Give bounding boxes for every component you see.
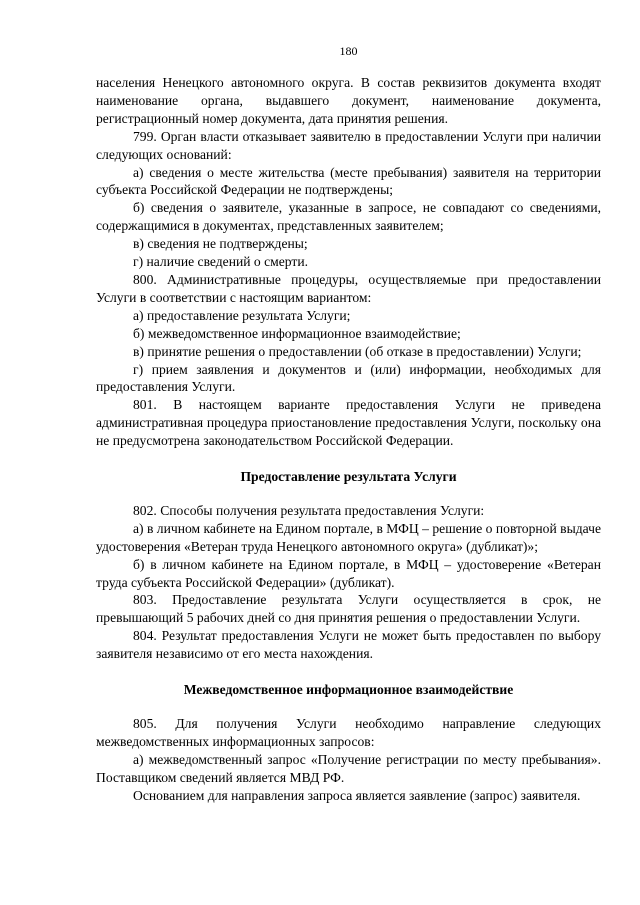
paragraph-799-a: а) сведения о месте жительства (месте пребывания) заявителя на территории субъекта Российской Федерации не подтверждены;: [96, 164, 601, 198]
paragraph-802-b: б) в личном кабинете на Едином портале, в МФЦ – удостоверение «Ветеран труда субъекта Российской Федерации» (дубликат).: [96, 556, 601, 590]
paragraph-799-g: г) наличие сведений о смерти.: [133, 254, 309, 270]
paragraph-800-g: г) прием заявления и документов и (или) информации, необходимых для предоставления Услуги.: [96, 361, 601, 395]
paragraph-799-v: в) сведения не подтверждены;: [133, 236, 308, 252]
paragraph-800-b: б) межведомственное информационное взаимодействие;: [133, 325, 461, 341]
section-heading-interaction: Межведомственное информационное взаимодействие: [183, 682, 514, 698]
document-page: [96, 44, 601, 805]
paragraph-803: 803. Предоставление результата Услуги осуществляется в срок, не превышающий 5 рабочих дней со дня принятия решения о предоставлении Услуги.: [96, 592, 601, 626]
paragraph-800: 800. Административные процедуры, осуществляемые при предоставлении Услуги в соответствии с настоящим вариантом:: [96, 271, 601, 305]
paragraph-801: 801. В настоящем варианте предоставления Услуги не приведена административная процедура приостановление предоставления Услуги, поскольку она не предусмотрена законодательством Российской Федерации.: [96, 397, 601, 449]
paragraph-805: 805. Для получения Услуги необходимо направление следующих межведомственных информационных запросов:: [96, 716, 601, 749]
paragraph-799: 799. Орган власти отказывает заявителю в предоставлении Услуги при наличии следующих оснований:: [96, 128, 601, 162]
paragraph-800-a: а) предоставление результата Услуги;: [133, 307, 351, 323]
paragraph-802: 802. Способы получения результата предоставления Услуги:: [133, 502, 485, 518]
paragraph-800-v: в) принятие решения о предоставлении (об отказе в предоставлении) Услуги;: [133, 343, 582, 359]
paragraph-799-b: б) сведения о заявителе, указанные в запросе, не совпадают со сведениями, содержащимися в документах, представленных заявителем;: [96, 200, 601, 234]
paragraph-802-a: а) в личном кабинете на Едином портале, в МФЦ – решение о повторной выдаче удостоверения «Ветеран труда Ненецкого автономного округа» (дубликат)»;: [96, 520, 601, 554]
section-heading-result: Предоставление результата Услуги: [240, 469, 457, 485]
paragraph-804: 804. Результат предоставления Услуги не может быть предоставлен по выбору заявителя независимо от его места нахождения.: [96, 628, 601, 662]
paragraph-805-a: а) межведомственный запрос «Получение регистрации по месту пребывания». Поставщиком сведений является МВД РФ.: [96, 751, 601, 785]
page-number: 180: [339, 44, 358, 58]
paragraph-basis: Основанием для направления запроса является заявление (запрос) заявителя.: [133, 787, 581, 803]
paragraph: населения Ненецкого автономного округа. В состав реквизитов документа входят наименование органа, выдавшего документ, наименование документа, регистрационный номер документа, дата принятия решения.: [96, 75, 601, 126]
